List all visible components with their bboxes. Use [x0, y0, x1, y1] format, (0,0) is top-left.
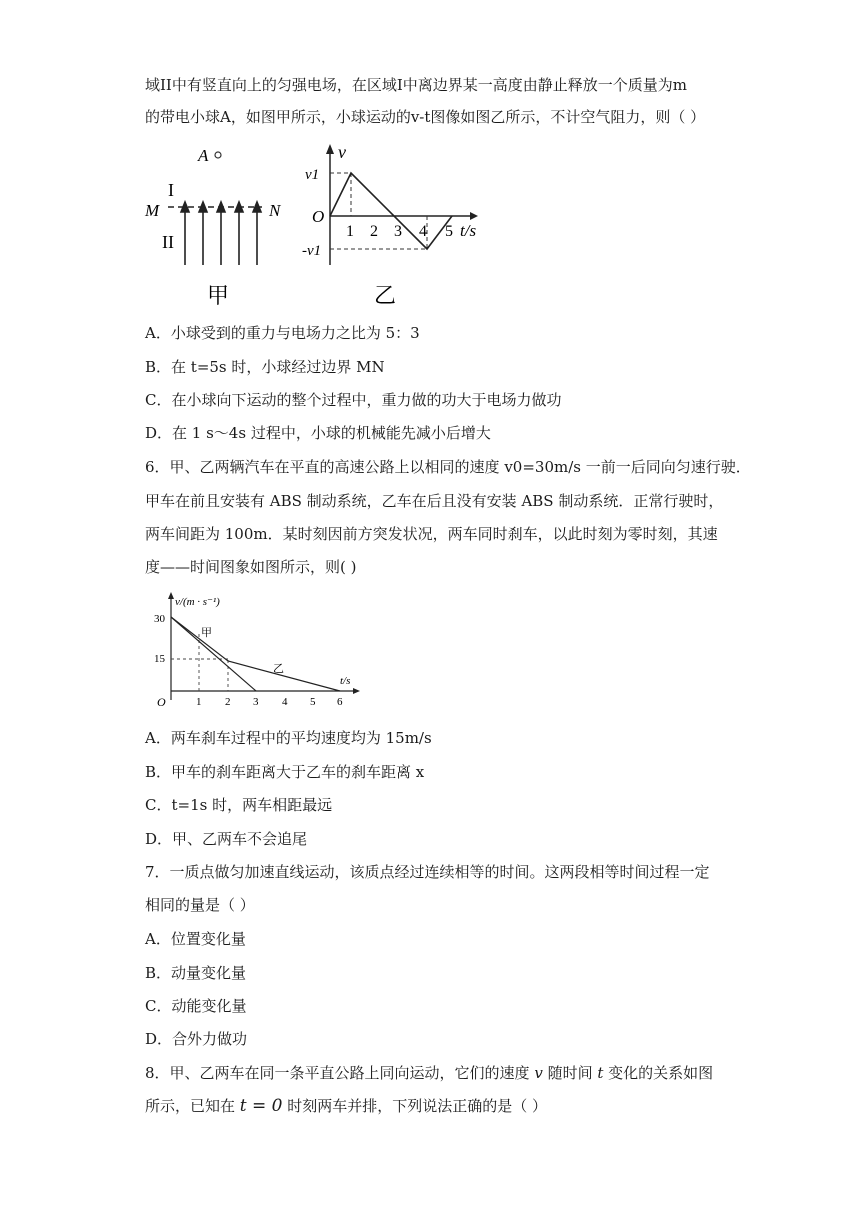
- q7-stem-line2: 相同的量是（ ）: [145, 896, 255, 914]
- tick-2: 2: [370, 223, 378, 240]
- q6-xtick-5: 5: [310, 696, 316, 708]
- figure-jia: [140, 140, 300, 310]
- q6-xtick-1: 1: [196, 696, 202, 708]
- caption-jia: 甲: [207, 283, 230, 308]
- q7-option-b: B．动量变化量: [145, 964, 247, 982]
- v1-label: v1: [305, 167, 320, 183]
- q6-ylabel: v/(m · s⁻¹): [175, 596, 220, 608]
- q6-vt-graph: [150, 588, 370, 713]
- q5-option-c: C．在小球向下运动的整个过程中，重力做的功大于电场力做功: [145, 391, 562, 409]
- tick-4: 4: [419, 223, 427, 240]
- q8-eq: t = 0: [239, 1096, 283, 1116]
- field-lines: [181, 202, 261, 265]
- q6-xtick-2: 2: [225, 696, 231, 708]
- q6-ytick-30: 30: [154, 613, 165, 625]
- q8-line1-c: 变化的关系如图: [603, 1064, 714, 1082]
- tick-3: 3: [394, 223, 402, 240]
- q8-line1-a: 8．甲、乙两车在同一条平直公路上同向运动，它们的速度: [145, 1064, 535, 1082]
- q7-option-c: C．动能变化量: [145, 997, 247, 1015]
- q5-option-d: D．在 1 s～4s 过程中，小球的机械能先减小后增大: [145, 424, 491, 442]
- figure-yi: [300, 140, 500, 310]
- q6-stem-line4: 度——时间图象如图所示，则( ): [145, 558, 357, 576]
- q8-stem-line1: [145, 1063, 713, 1083]
- caption-yi: 乙: [374, 283, 397, 308]
- q6-option-a: A．两车刹车过程中的平均速度均为 15m/s: [145, 729, 432, 747]
- line-jia: [171, 617, 256, 691]
- label-n: N: [269, 201, 281, 220]
- t-axis-label: t/s: [460, 221, 477, 240]
- q7-option-d: D．合外力做功: [145, 1030, 248, 1048]
- q6-xtick-3: 3: [253, 696, 259, 708]
- q6-stem-line2: 甲车在前且安装有 ABS 制动系统，乙车在后且没有安装 ABS 制动系统．正常行驶时，: [145, 492, 724, 510]
- q8-line2-b: 时刻两车并排，下列说法正确的是（ ）: [282, 1097, 548, 1115]
- q6-option-b: B．甲车的刹车距离大于乙车的刹车距离 x: [145, 763, 425, 781]
- q8-line1-b: 随时间: [542, 1064, 598, 1082]
- neg-v1-label: -v1: [302, 243, 322, 259]
- region2-label: II: [162, 232, 174, 252]
- q8-stem-line2: [145, 1096, 547, 1116]
- q5-option-b: B．在 t=5s 时，小球经过边界 MN: [145, 358, 385, 376]
- q6-stem-line3: 两车间距为 100m．某时刻因前方突发状况，两车同时刹车，以此时刻为零时刻，其速: [145, 525, 718, 543]
- q6-label-jia: 甲: [201, 627, 212, 639]
- q5-stem-line1: 域II中有竖直向上的匀强电场，在区域I中离边界某一高度由静止释放一个质量为m: [145, 76, 688, 94]
- q6-ytick-15: 15: [154, 653, 165, 665]
- origin-label: O: [312, 207, 325, 226]
- q6-xtick-4: 4: [282, 696, 288, 708]
- v-axis-label: v: [338, 142, 346, 162]
- q7-stem-line1: 7．一质点做匀加速直线运动，该质点经过连续相等的时间。这两段相等时间过程一定: [145, 863, 710, 881]
- label-m: M: [145, 201, 160, 220]
- q6-xlabel: t/s: [340, 675, 351, 687]
- line-yi: [171, 617, 340, 691]
- q5-option-a: A．小球受到的重力与电场力之比为 5：3: [145, 324, 420, 342]
- tick-1: 1: [346, 223, 354, 240]
- q6-option-c: C．t=1s 时，两车相距最远: [145, 796, 333, 814]
- q6-origin: O: [157, 695, 166, 709]
- q7-option-a: A．位置变化量: [145, 930, 246, 948]
- q6-label-yi: 乙: [273, 663, 284, 675]
- tick-5: 5: [445, 223, 453, 240]
- q6-option-d: D．甲、乙两车不会追尾: [145, 830, 308, 848]
- region1-label: I: [168, 180, 174, 200]
- ball-label: A: [198, 146, 209, 165]
- ball-a: [215, 152, 221, 158]
- q6-stem-line1: 6．甲、乙两辆汽车在平直的高速公路上以相同的速度 v0=30m/s 一前一后同向匀速行驶．: [145, 458, 751, 476]
- q8-line2-a: 所示，已知在: [145, 1097, 240, 1115]
- q8-var-v: v: [534, 1064, 543, 1082]
- q6-xtick-6: 6: [337, 696, 343, 708]
- q8-var-t: t: [597, 1064, 604, 1082]
- q5-stem-line2: 的带电小球A，如图甲所示，小球运动的v-t图像如图乙所示，不计空气阻力，则（ ）: [145, 108, 706, 126]
